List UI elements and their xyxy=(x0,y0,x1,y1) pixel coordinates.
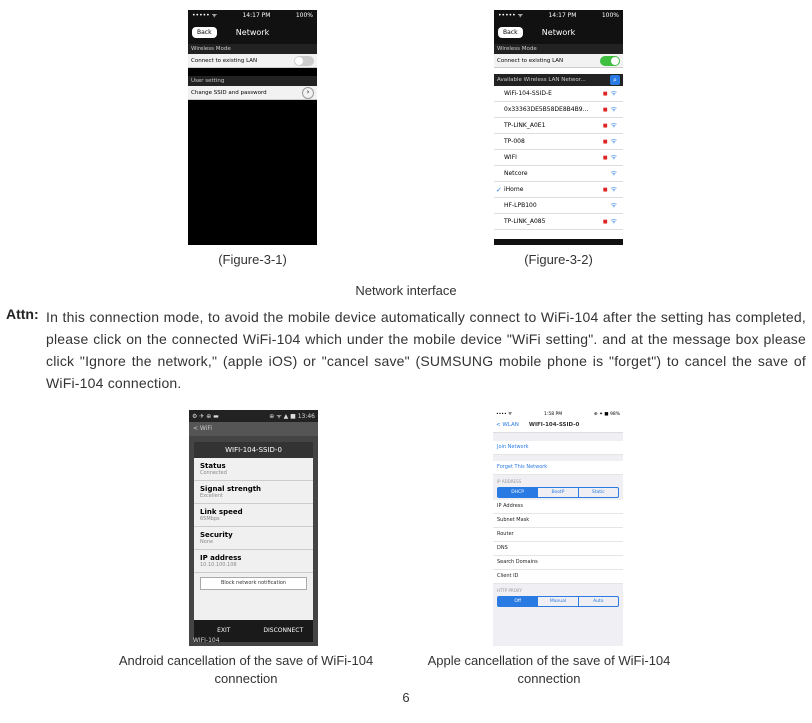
battery-icon: 100% xyxy=(295,11,313,19)
android-dialog xyxy=(194,442,313,642)
wifi-signal-icon: ᯤ xyxy=(610,217,617,225)
figure-3-1-screenshot xyxy=(188,10,317,245)
network-status-icons xyxy=(603,217,617,226)
android-wifi-header[interactable]: < WiFi xyxy=(189,422,318,436)
dialog-rows xyxy=(194,458,313,573)
bottom-bar xyxy=(494,239,623,245)
back-button[interactable]: < WLAN xyxy=(496,422,519,428)
network-name: iHome xyxy=(504,186,524,193)
signal-icon: ••••• ᯤ xyxy=(192,12,218,19)
network-row[interactable] xyxy=(494,150,623,166)
segment-auto[interactable]: Auto xyxy=(593,599,604,604)
status-icons-right: ⊕ ᯤ ▲ ■ 13:46 xyxy=(269,413,315,420)
info-title: Status xyxy=(200,462,226,470)
ios-nav-bar xyxy=(493,418,623,433)
back-button[interactable]: Back xyxy=(192,27,217,38)
status-bar xyxy=(494,10,623,20)
network-name: 0x33363DE5B58DE8B4B9... xyxy=(504,106,589,113)
segment-static[interactable]: Static xyxy=(591,490,605,495)
ip-detail-row[interactable]: Subnet Mask xyxy=(493,514,623,528)
back-button[interactable]: Back xyxy=(498,27,523,38)
change-ssid-row[interactable] xyxy=(188,86,317,100)
ios-screenshot xyxy=(493,410,623,646)
proxy-segment xyxy=(497,596,619,607)
segment-dhcp[interactable]: DHCP xyxy=(498,488,538,497)
wifi-signal-icon: ᯤ xyxy=(610,153,617,161)
dialog-info-row xyxy=(194,527,313,550)
status-time: 1:58 PM xyxy=(543,411,563,417)
connect-lan-row[interactable] xyxy=(494,54,623,68)
available-networks-label: Available Wireless LAN Networ... xyxy=(497,77,586,83)
connect-lan-toggle[interactable] xyxy=(294,56,314,66)
ip-address-header: IP ADDRESS xyxy=(497,479,522,484)
info-title: IP address xyxy=(200,554,242,562)
wifi-signal-icon: ᯤ xyxy=(610,169,617,177)
section-header-wireless: Wireless Mode xyxy=(188,44,317,54)
available-networks-header xyxy=(494,74,623,86)
network-row[interactable] xyxy=(494,134,623,150)
section-header-wireless: Wireless Mode xyxy=(494,44,623,54)
network-status-icons xyxy=(611,201,617,210)
lock-icon: ■ xyxy=(602,219,608,225)
battery-icon: ⊕ ✦ ■ 98% xyxy=(593,411,620,417)
ios-caption: Apple cancellation of the save of WiFi-104 connection xyxy=(427,653,671,686)
http-proxy-header: HTTP PROXY xyxy=(497,588,522,593)
info-value: None xyxy=(200,539,214,545)
android-screenshot xyxy=(189,410,318,646)
segment-manual[interactable]: Manual xyxy=(538,597,578,606)
search-icon[interactable]: ⌕ xyxy=(610,75,620,85)
connect-lan-label: Connect to existing LAN xyxy=(497,57,564,64)
wifi-signal-icon: ᯤ xyxy=(610,137,617,145)
network-status-icons xyxy=(603,137,617,146)
network-name: Netcore xyxy=(504,170,528,177)
lock-icon: ■ xyxy=(602,123,608,129)
attn-label: Attn: xyxy=(6,306,39,322)
connect-lan-toggle[interactable] xyxy=(600,56,620,66)
signal-icon: •••• ᯤ xyxy=(496,412,513,417)
change-ssid-label: Change SSID and password xyxy=(191,89,267,96)
android-caption: Android cancellation of the save of WiFi-104 connection xyxy=(118,653,374,686)
lock-icon: ■ xyxy=(602,139,608,145)
chevron-right-icon: › xyxy=(302,87,314,99)
network-status-icons xyxy=(603,153,617,162)
disconnect-button[interactable]: DISCONNECT xyxy=(263,627,304,634)
exit-button[interactable]: EXIT xyxy=(217,627,231,634)
status-time: 14:17 PM xyxy=(548,11,577,19)
network-name: HF-LPB100 xyxy=(504,202,537,209)
wifi-signal-icon: ᯤ xyxy=(610,201,617,209)
wifi-signal-icon: ᯤ xyxy=(610,185,617,193)
segment-off[interactable]: Off xyxy=(498,597,538,606)
dialog-info-row xyxy=(194,504,313,527)
network-status-icons xyxy=(611,169,617,178)
network-row[interactable] xyxy=(494,166,623,182)
ip-detail-row[interactable]: Router xyxy=(493,528,623,542)
attn-paragraph: In this connection mode, to avoid the mobile device automatically connect to WiFi-104 after the setting has completed, please click on the connected WiFi-104 which under the mobile device "WiFi setting". and at the message box please click "Ignore the network," (apple iOS) or "cancel save" (SUMSUNG mobile phone is "forget") to cancel the save of WiFi-104 connection. xyxy=(46,309,806,391)
status-bar xyxy=(188,10,317,20)
network-name: TP-008 xyxy=(504,138,525,145)
figure-3-1-caption: (Figure-3-1) xyxy=(218,252,287,267)
status-icons-left: ⚙ ✈ ⊕ ▬ xyxy=(192,412,219,420)
info-value: 10.10.100.108 xyxy=(200,562,237,568)
network-status-icons xyxy=(603,105,617,114)
network-row[interactable] xyxy=(494,102,623,118)
connect-lan-row[interactable] xyxy=(188,54,317,68)
connect-lan-label: Connect to existing LAN xyxy=(191,57,258,64)
dialog-info-row xyxy=(194,458,313,481)
network-status-icons xyxy=(603,121,617,130)
wifi-signal-icon: ᯤ xyxy=(610,105,617,113)
figure-3-2-caption: (Figure-3-2) xyxy=(524,252,593,267)
info-title: Link speed xyxy=(200,508,243,516)
signal-icon: ••••• ᯤ xyxy=(498,12,524,19)
network-name: WIFI xyxy=(504,154,517,161)
network-list xyxy=(494,86,623,230)
block-notification-button[interactable]: Block network notification xyxy=(200,577,307,590)
figure-3-2-screenshot xyxy=(494,10,623,245)
ip-detail-row[interactable]: IP Address xyxy=(493,500,623,514)
checkmark-icon: ✓ xyxy=(496,185,502,194)
wifi-signal-icon: ᯤ xyxy=(610,121,617,129)
nav-bar xyxy=(188,20,317,44)
network-name: TP-LINK_A0E1 xyxy=(504,122,546,129)
segment-bootp[interactable]: BootP xyxy=(538,488,578,497)
forget-network-link[interactable]: Forget This Network xyxy=(493,461,623,475)
info-value: 65Mbps xyxy=(200,516,220,522)
dialog-title: WIFI-104-SSID-0 xyxy=(194,442,313,458)
network-status-icons xyxy=(603,185,617,194)
network-interface-title: Network interface xyxy=(355,283,457,298)
nav-title: Network xyxy=(235,27,270,37)
dialog-info-row xyxy=(194,550,313,573)
network-name: WiFi-104-SSID-E xyxy=(504,90,552,97)
wifi-signal-icon: ᯤ xyxy=(610,89,617,97)
nav-title: WIFI-104-SSID-0 xyxy=(528,422,580,428)
nav-title: Network xyxy=(541,27,576,37)
ip-detail-row[interactable]: Client ID xyxy=(493,570,623,584)
section-header-user: User setting xyxy=(188,76,317,86)
ip-mode-segment xyxy=(497,487,619,498)
info-value: Connected xyxy=(200,470,227,476)
android-status-bar xyxy=(189,410,318,422)
lock-icon: ■ xyxy=(602,155,608,161)
info-title: Security xyxy=(200,531,233,539)
network-row[interactable] xyxy=(494,182,623,198)
info-title: Signal strength xyxy=(200,485,262,493)
lock-icon: ■ xyxy=(602,187,608,193)
info-value: Excellent xyxy=(200,493,223,499)
ip-detail-row[interactable]: Search Domains xyxy=(493,556,623,570)
network-row[interactable] xyxy=(494,118,623,134)
lock-icon: ■ xyxy=(602,107,608,113)
join-network-link[interactable]: Join Network xyxy=(493,441,623,455)
ip-detail-rows xyxy=(493,500,623,584)
dialog-info-row xyxy=(194,481,313,504)
bottom-network-text: WIFI-104 xyxy=(193,637,220,644)
nav-bar xyxy=(494,20,623,44)
network-row[interactable] xyxy=(494,198,623,214)
network-row[interactable] xyxy=(494,86,623,102)
lock-icon: ■ xyxy=(602,91,608,97)
network-name: TP-LINK_A085 xyxy=(504,218,546,225)
network-status-icons xyxy=(603,89,617,98)
network-row[interactable] xyxy=(494,214,623,230)
ios-status-bar xyxy=(493,410,623,418)
ip-detail-row[interactable]: DNS xyxy=(493,542,623,556)
status-time: 14:17 PM xyxy=(242,11,271,19)
page-number: 6 xyxy=(402,690,410,705)
battery-icon: 100% xyxy=(601,11,619,19)
